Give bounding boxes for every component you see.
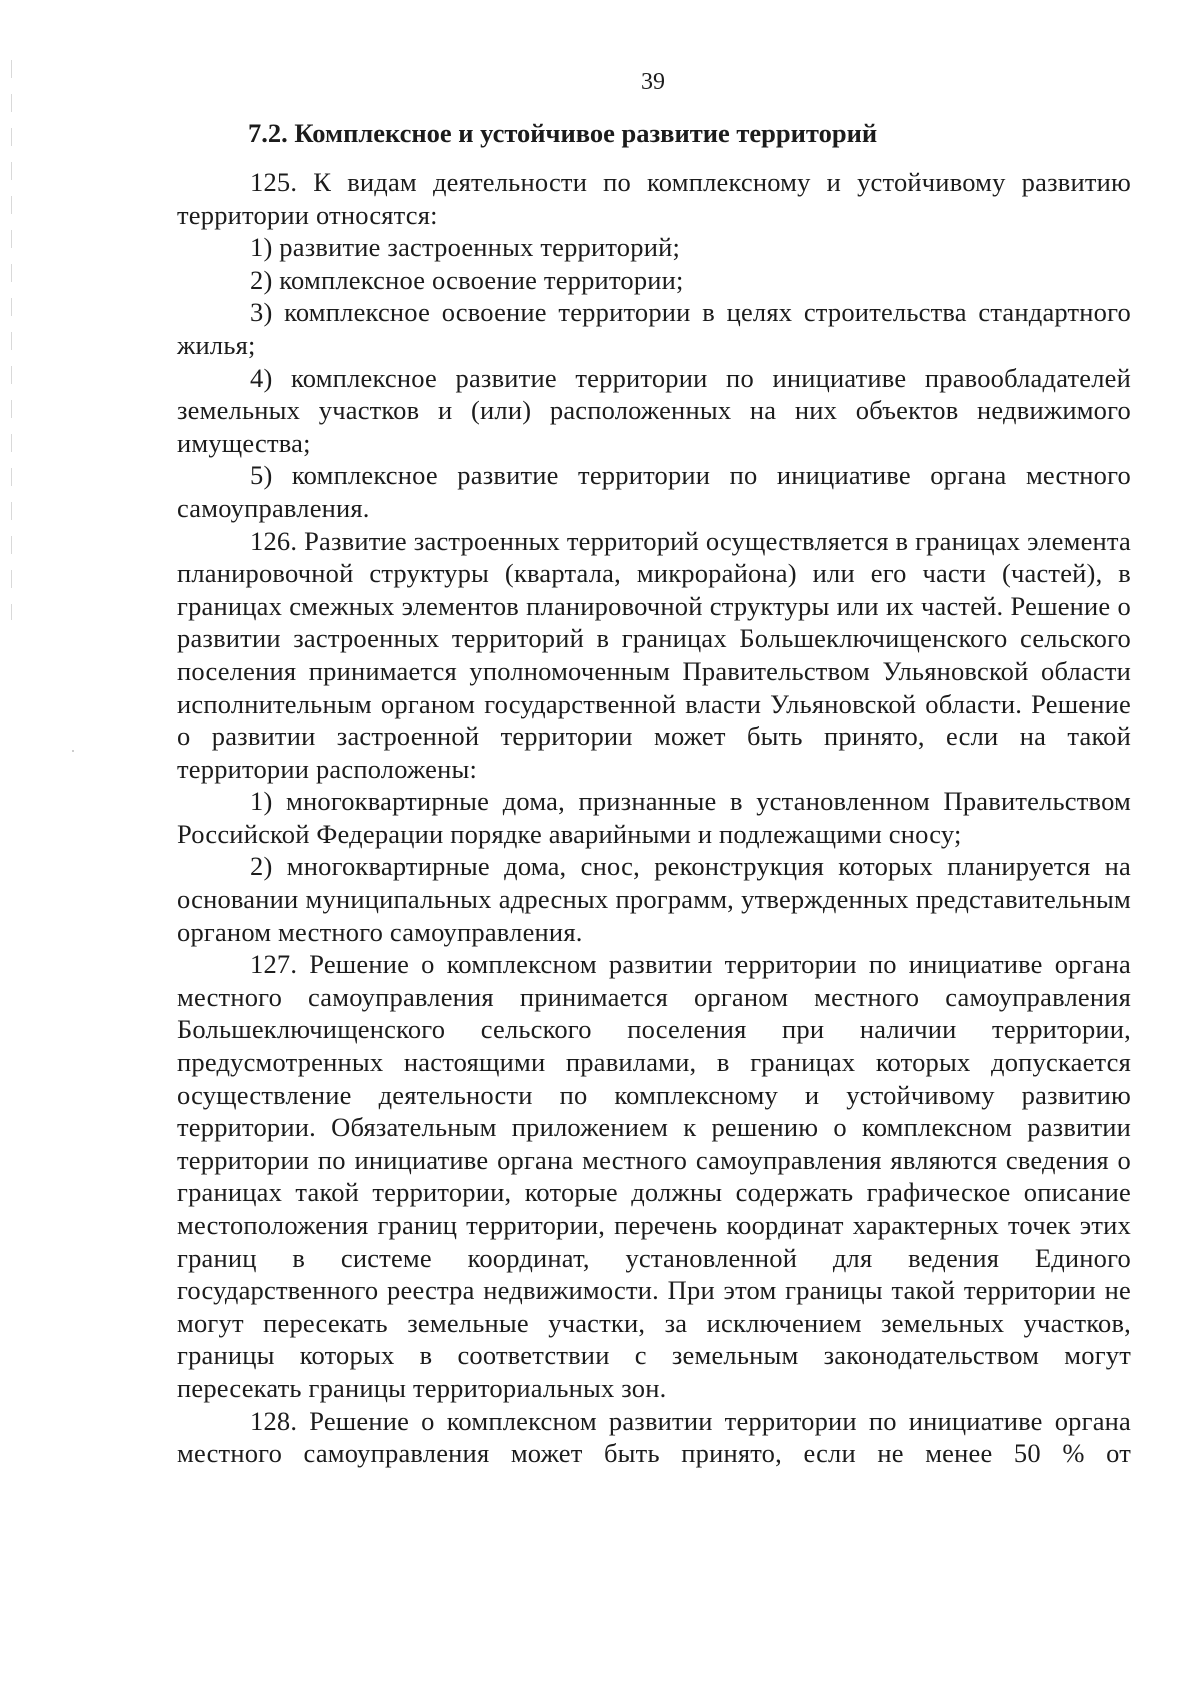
scan-edge-marks: [11, 60, 12, 620]
section-title: 7.2. Комплексное и устойчивое развитие территорий: [248, 118, 878, 148]
list-item-2-complex-development: 2) комплексное освоение территории;: [250, 264, 684, 295]
paragraph-127: 127. Решение о комплексном развитии территории по инициативе органа местного самоуправления принимается органом местного самоуправления Большеключищенского сельского поселения при наличии территории, предусмотренных настоящими правилами, в границах которых допускается осуществление деятельности по комплексному и устойчивому развитию территории. Обязательным приложением к решению о комплексном развитии территории по инициативе органа местного самоуправления являются сведения о границах такой территории, которые должны содержать графическое описание местоположения границ территории, перечень координат характерных точек этих границ в системе координат, установленной для ведения Единого государственного реестра недвижимости. При этом границы такой территории не могут пересекать земельные участки, за исключением земельных участков, границы которых в соответствии с земельным законодательством могут пересекать границы территориальных зон.: [177, 949, 1131, 1403]
paragraph-128: 128. Решение о комплексном развитии территории по инициативе органа местного самоуправления может быть принято, если не менее 50 % от: [177, 1405, 1131, 1469]
list-item-1-built-up-territories: 1) развитие застроенных территорий;: [250, 232, 681, 263]
list-item-1-emergency-houses: 1) многоквартирные дома, признанные в установленном Правительством Российской Федерации порядке аварийными и подлежащими сносу;: [177, 786, 1131, 849]
list-item-2-municipal-programs: 2) многоквартирные дома, снос, реконструкция которых планируется на основании муниципальных адресных программ, утвержденных представительным органом местного самоуправления.: [177, 851, 1131, 947]
paragraph-126: 126. Развитие застроенных территорий осуществляется в границах элемента планировочной структуры (квартала, микрорайона) или его части (частей), в границах смежных элементов планировочной структуры или их частей. Решение о развитии застроенных территорий в границах Большеключищенского сельского поселения принимается уполномоченным Правительством Ульяновской области исполнительным органом государственной власти Ульяновской области. Решение о развитии застроенной территории может быть принято, если на такой территории расположены:: [177, 525, 1131, 784]
body-text: [177, 166, 1131, 1470]
scan-speck: [72, 750, 74, 752]
paragraph-125: 125. К видам деятельности по комплексному и устойчивому развитию территории относятся:: [177, 167, 1131, 230]
list-item-3-standard-housing: 3) комплексное освоение территории в целях строительства стандартного жилья;: [177, 297, 1131, 360]
list-item-5-municipal-initiative: 5) комплексное развитие территории по инициативе органа местного самоуправления.: [177, 460, 1131, 523]
page-number: 39: [641, 69, 665, 95]
list-item-4-owners-initiative: 4) комплексное развитие территории по инициативе правообладателей земельных участков и (или) расположенных на них объектов недвижимого имущества;: [177, 362, 1131, 458]
